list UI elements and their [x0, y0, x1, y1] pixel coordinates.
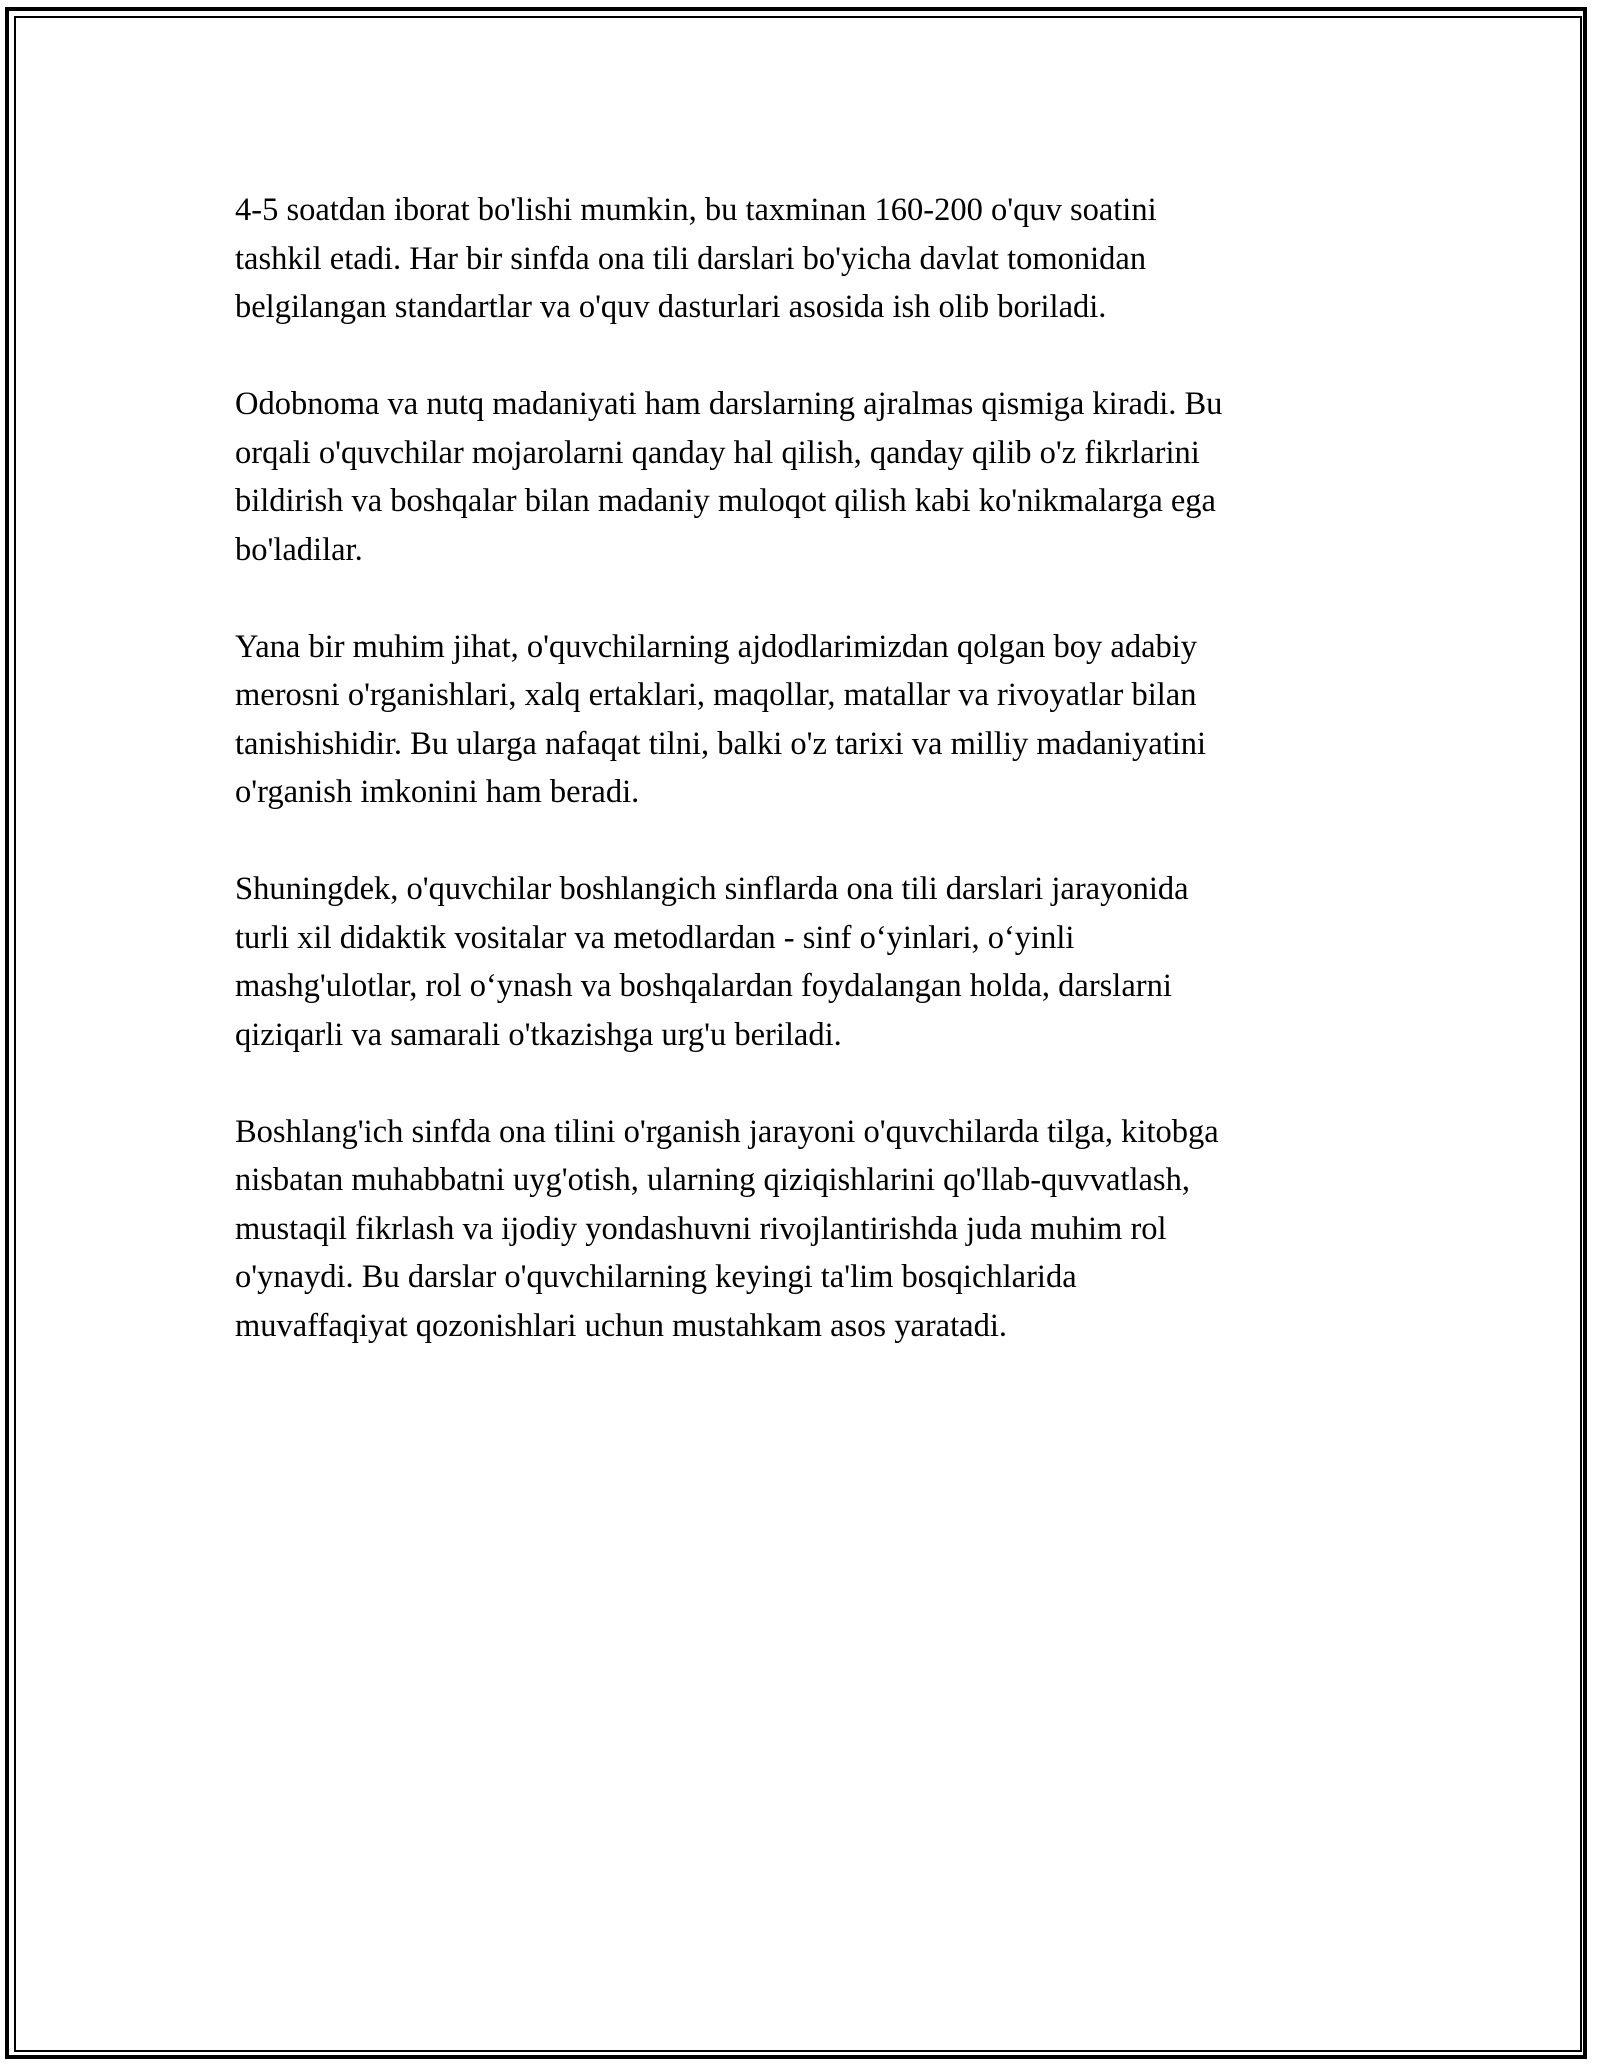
paragraph-5: Boshlang'ich sinfda ona tilini o'rganish jarayoni o'quvchilarda tilga, kitobga nisbatan muhabbatni uyg'otish, ularning qiziqishlarini qo'llab-quvvatlash, mustaqil fikrlash va ijodiy yondashuvni rivojlantirishda juda muhim rol o'ynaydi. Bu darslar o'quvchilarning keyingi ta'lim bosqichlarida muvaffaqiyat qozonishlari uchun mustahkam asos yaratadi.	[235, 1113, 1219, 1344]
paragraph-4: Shuningdek, o'quvchilar boshlangich sinflarda ona tili darslari jarayonida turli xil didaktik vositalar va metodlardan - sinf o‘yinlari, o‘yinli mashg'ulotlar, rol o‘ynash va boshqalardan foydalangan holda, darslarni qiziqarli va samarali o'tkazishga urg'u beriladi.	[235, 871, 1189, 1053]
paragraph-2: Odobnoma va nutq madaniyati ham darslarning ajralmas qismiga kiradi. Bu orqali o'quvchilar mojarolarni qanday hal qilish, qanday qilib o'z fikrlarini bildirish va boshqalar bilan madaniy muloqot qilish kabi ko'nikmalarga ega bo'ladilar.	[235, 386, 1223, 568]
page-body	[235, 186, 1365, 1399]
paragraph-1: 4-5 soatdan iborat bo'lishi mumkin, bu taxminan 160-200 o'quv soatini tashkil etadi. Har bir sinfda ona tili darslari bo'yicha davlat tomonidan belgilangan standartlar va o'quv dasturlari asosida ish olib boriladi.	[235, 192, 1157, 325]
paragraph-3: Yana bir muhim jihat, o'quvchilarning ajdodlarimizdan qolgan boy adabiy merosni o'rganishlari, xalq ertaklari, maqollar, matallar va rivoyatlar bilan tanishishidir. Bu ularga nafaqat tilni, balki o'z tarixi va milliy madaniyatini o'rganish imkonini ham beradi.	[235, 628, 1207, 810]
